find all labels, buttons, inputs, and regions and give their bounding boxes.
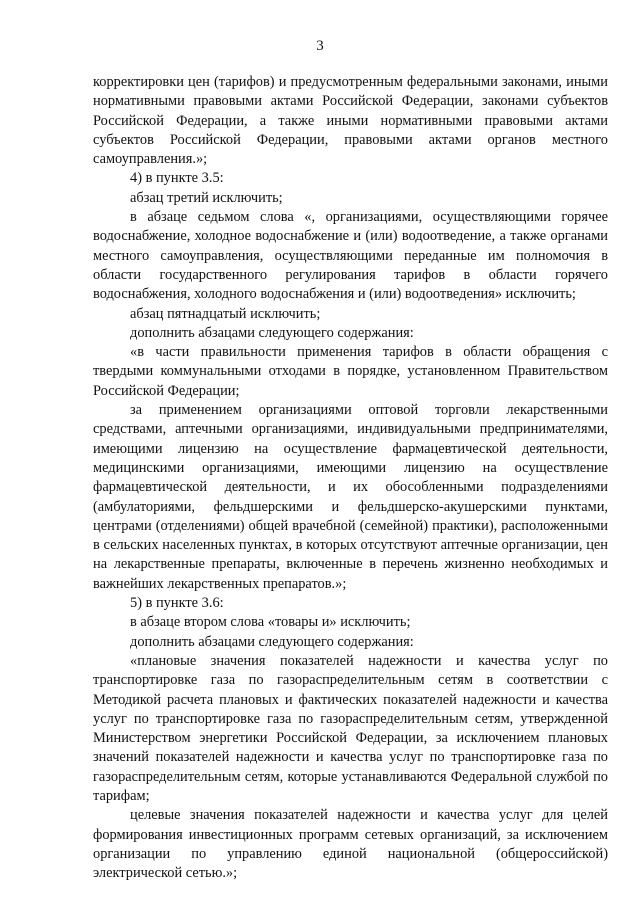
paragraph: за применением организациями оптовой торговли лекарственными средствами, аптечными организациями, индивидуальными предпринимателями, имеющими лицензию на осуществление фармацевтической деятельности, медицинскими организациями, имеющими лицензию на осуществление фармацевтической деятельности, и их обособленными подразделениями (амбулаториями, фельдшерскими и фельдшерско-акушерскими пунктами, центрами (отделениями) общей врачебной (семейной) практики), расположенными в сельских населенных пунктах, в которых отсутствуют аптечные организации, цен на лекарственные препараты, включенные в перечень жизненно необходимых и важнейших лекарственных препаратов.»;: [93, 402, 608, 592]
document-body: [93, 73, 608, 883]
page-number: 3: [316, 38, 324, 54]
paragraph: в абзаце втором слова «товары и» исключить;: [130, 614, 411, 631]
paragraph: абзац третий исключить;: [130, 189, 283, 206]
paragraph: «в части правильности применения тарифов в области обращения с твердыми коммунальными отходами в порядке, установленном Правительством Российской Федерации;: [93, 344, 608, 399]
paragraph: абзац пятнадцатый исключить;: [130, 305, 321, 322]
paragraph: «плановые значения показателей надежности и качества услуг по транспортировке газа по газораспределительным сетям в соответствии с Методикой расчета плановых и фактических показателей надежности и качества услуг по транспортировке газа по газораспределительным сетям, утвержденной Министерством энергетики Российской Федерации, за исключением плановых значений показателей надежности и качества услуг по транспортировке газа по газораспределительным сетям, которые устанавливаются Федеральной службой по тарифам;: [93, 652, 608, 804]
paragraph-continuation: корректировки цен (тарифов) и предусмотренным федеральными законами, иными нормативными правовыми актами Российской Федерации, законами субъектов Российской Федерации, а также иными нормативными правовыми актами субъектов Российской Федерации, правовыми актами органов местного самоуправления.»;: [93, 74, 608, 168]
paragraph: целевые значения показателей надежности и качества услуг для целей формирования инвестиционных программ сетевых организаций, за исключением организации по управлению единой национальной (общероссийской) электрической сетью.»;: [93, 807, 608, 882]
paragraph-item-4: 4) в пункте 3.5:: [130, 170, 224, 187]
paragraph-item-5: 5) в пункте 3.6:: [130, 595, 224, 612]
paragraph: дополнить абзацами следующего содержания:: [130, 324, 414, 341]
paragraph: дополнить абзацами следующего содержания:: [130, 633, 414, 650]
paragraph: в абзаце седьмом слова «, организациями, осуществляющими горячее водоснабжение, холодное водоснабжение и (или) водоотведение, а также органами местного самоуправления, осуществляющими переданные им полномочия в области государственного регулирования тарифов в области горячего водоснабжения, холодного водоснабжения и (или) водоотведения» исключить;: [93, 209, 608, 303]
